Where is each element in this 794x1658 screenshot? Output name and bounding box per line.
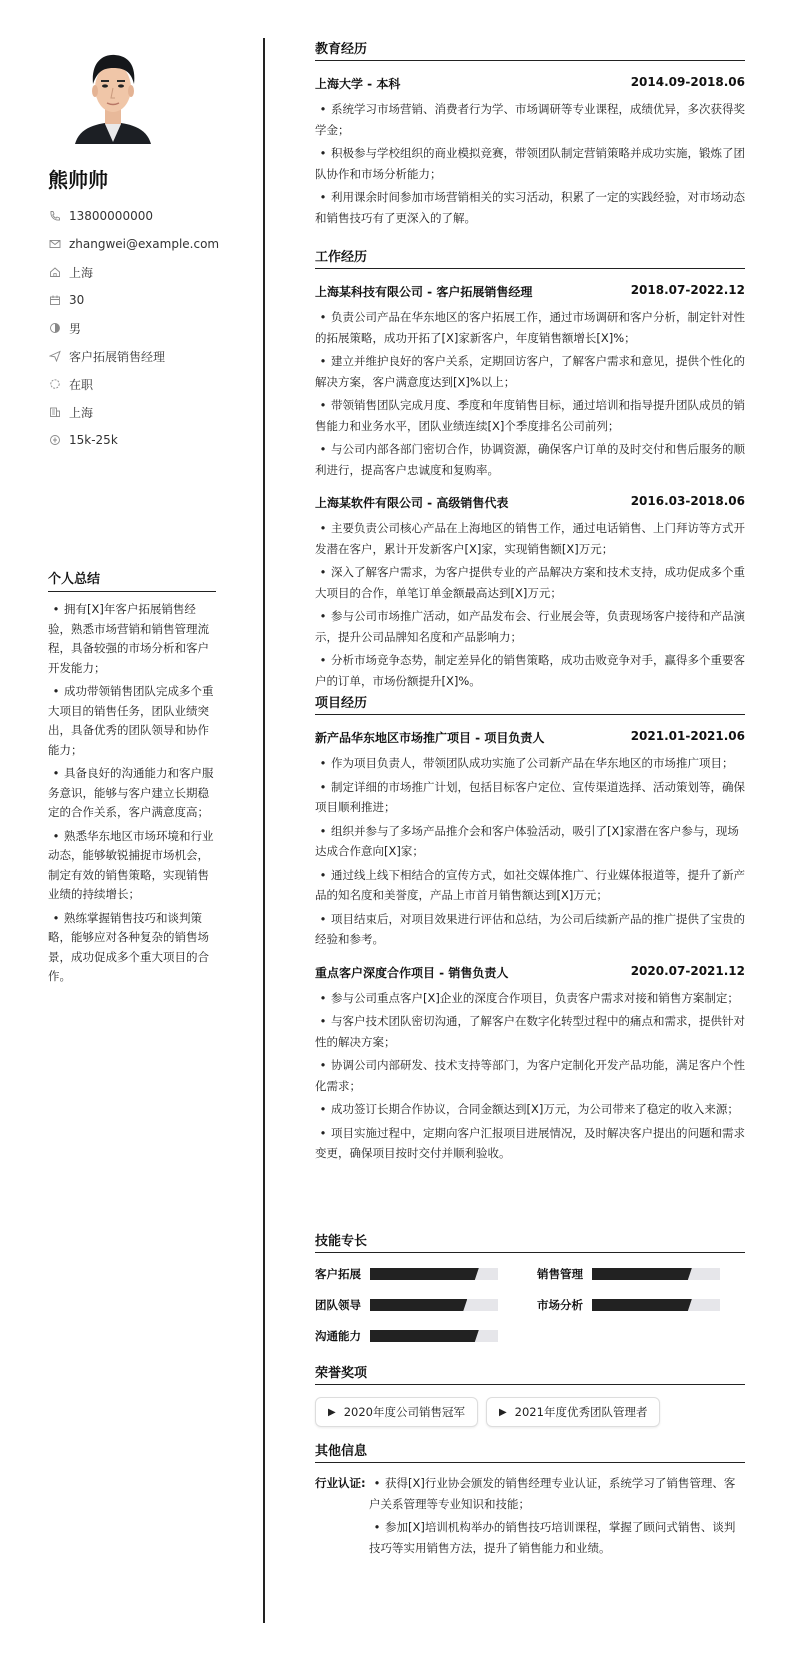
bullet-item: • 深入了解客户需求，为客户提供专业的产品解决方案和技术支持，成功促成多个重大项目的合作，单笔订单金额最高达到[X]万元； (315, 565, 745, 600)
bullet-item: • 与公司内部各部门密切合作，协调资源，确保客户订单的及时交付和售后服务的顺利进行，提高客户忠诚度和复购率。 (315, 442, 745, 477)
entry-bullets (315, 988, 745, 1164)
avatar (73, 46, 153, 144)
award-tag (486, 1397, 660, 1427)
entry-header (315, 283, 745, 303)
awards-heading: 荣誉奖项 (315, 1362, 745, 1385)
projects-section (315, 692, 745, 1167)
education-heading: 教育经历 (315, 38, 745, 61)
skill-fill (370, 1330, 479, 1342)
status-row (48, 370, 228, 398)
play-icon: ▶ (498, 1406, 507, 1418)
skill-item (537, 1267, 720, 1281)
entry-date: 2020.07-2021.12 (630, 963, 745, 978)
education-section (315, 38, 745, 231)
bullet-item: • 项目结束后，对项目效果进行评估和总结，为公司后续新产品的推广提供了宝贵的经验和参考。 (315, 911, 745, 946)
send-icon (48, 349, 62, 363)
skill-fill (370, 1299, 467, 1311)
bullet-item: • 带领销售团队完成月度、季度和年度销售目标，通过培训和指导提升团队成员的销售能力和业务水平，团队业绩连续[X]个季度排名公司前列； (315, 398, 745, 433)
entry-header (315, 729, 745, 749)
award-text: 2021年度优秀团队管理者 (514, 1405, 648, 1419)
gender-text: 男 (69, 321, 82, 336)
skill-fill (592, 1299, 692, 1311)
bullet-item: • 负责公司产品在华东地区的客户拓展工作，通过市场调研和客户分析，制定针对性的拓展策略，成功开拓了[X]家新客户，年度销售额增长[X]%； (315, 310, 745, 345)
work-heading: 工作经历 (315, 246, 745, 269)
mail-icon (48, 237, 62, 251)
building-icon (48, 405, 62, 419)
person-name: 熊帅帅 (48, 168, 108, 192)
skill-item (537, 1298, 720, 1312)
skills-heading: 技能专长 (315, 1230, 745, 1253)
bullet-item: • 与客户技术团队密切沟通，了解客户在数字化转型过程中的痛点和需求，提供针对性的解决方案； (315, 1014, 745, 1049)
entry-date: 2021.01-2021.06 (630, 729, 745, 743)
work-section (315, 246, 745, 694)
job-row (48, 342, 228, 370)
workplace-text: 上海 (69, 405, 94, 420)
bullet-item: • 建立并维护良好的客户关系，定期回访客户，了解客户需求和意见，提供个性化的解决方案，客户满意度达到[X]%以上； (315, 354, 745, 389)
other-heading: 其他信息 (315, 1440, 745, 1463)
award-tag (315, 1397, 478, 1427)
entry-bullets (315, 307, 745, 480)
other-row (315, 1473, 745, 1561)
phone-text: 13800000000 (69, 209, 153, 223)
summary-item: • 熟练掌握销售技巧和谈判策略，能够应对各种复杂的销售场景，成功促成多个重大项目的合作。 (48, 910, 209, 983)
other-section (315, 1440, 745, 1561)
skill-item (315, 1298, 498, 1312)
salary-text: 15k-25k (69, 433, 118, 447)
entry-date: 2018.07-2022.12 (630, 283, 745, 297)
project-entry (315, 964, 745, 1164)
bullet-item: • 成功签订长期合作协议，合同金额达到[X]万元，为公司带来了稳定的收入来源； (319, 1102, 739, 1116)
calendar-icon (48, 293, 62, 307)
summary-item: • 成功带领销售团队完成多个重大项目的销售任务，团队业绩突出，具备优秀的团队领导和协作能力； (48, 684, 214, 757)
play-icon: ▶ (328, 1406, 336, 1418)
bullet-item: • 组织并参与了多场产品推介会和客户体验活动，吸引了[X]家潜在客户参与，现场达成合作意向[X]家； (315, 823, 739, 858)
entry-title: 新产品华东地区市场推广项目 - 项目负责人 (315, 731, 545, 745)
skill-label: 客户拓展 (315, 1267, 361, 1281)
other-label: 行业认证: (315, 1476, 366, 1490)
skill-bar (592, 1299, 720, 1311)
bullet-item: • 通过线上线下相结合的宣传方式，如社交媒体推广、行业媒体报道等，提升了新产品的知名度和美誉度，产品上市首月销售额达到[X]万元； (315, 867, 745, 902)
bullet-item: • 项目实施过程中，定期向客户汇报项目进展情况，及时解决客户提出的问题和需求变更，确保项目按时交付并顺利验收。 (315, 1125, 745, 1160)
bullet-item: • 主要负责公司核心产品在上海地区的销售工作，通过电话销售、上门拜访等方式开发潜在客户，累计开发新客户[X]家，实现销售额[X]万元； (315, 521, 745, 556)
skill-label: 沟通能力 (315, 1329, 361, 1343)
workplace-row (48, 398, 228, 426)
email-row (48, 230, 228, 258)
status-text: 在职 (69, 377, 94, 392)
entry-title: 重点客户深度合作项目 - 销售负责人 (315, 965, 509, 980)
summary-item: • 拥有[X]年客户拓展销售经验，熟悉市场营销和销售管理流程，具备较强的市场分析和客户开发能力； (48, 602, 209, 675)
skill-fill (592, 1268, 692, 1280)
home-icon (48, 265, 62, 279)
skills-section (315, 1230, 745, 1353)
entry-date: 2016.03-2018.06 (630, 494, 745, 508)
gender-row (48, 314, 228, 342)
bullet-item: • 制定详细的市场推广计划，包括目标客户定位、宣传渠道选择、活动策划等，确保项目顺利推进； (315, 779, 745, 814)
skill-label: 市场分析 (537, 1298, 583, 1312)
award-text: 2020年度公司销售冠军 (343, 1405, 465, 1419)
entry-header (315, 75, 745, 95)
bullet-item: • 协调公司内部研发、技术支持等部门，为客户定制化开发产品功能，满足客户个性化需求； (315, 1058, 745, 1093)
status-icon (48, 377, 62, 391)
project-entry (315, 729, 745, 950)
age-row (48, 286, 228, 314)
skill-bar (370, 1268, 498, 1280)
city-row (48, 258, 228, 286)
bullet-item: • 参加[X]培训机构举办的销售技巧培训课程，掌握了顾问式销售、谈判技巧等实用销售方法，提升了销售能力和业绩。 (369, 1520, 736, 1555)
work-entry (315, 494, 745, 691)
bullet-item: • 分析市场竞争态势，制定差异化的销售策略，成功击败竞争对手，赢得多个重要客户的订单，市场份额提升[X]%。 (315, 653, 745, 688)
gender-icon (48, 321, 62, 335)
entry-bullets (315, 99, 745, 228)
entry-title: 上海某软件有限公司 - 高级销售代表 (315, 496, 509, 510)
skills-grid (315, 1263, 745, 1353)
email-text: zhangwei@example.com (69, 237, 220, 251)
bullet-item: • 利用课余时间参加市场营销相关的实习活动，积累了一定的实践经验，对市场动态和销售技巧有了更深入的了解。 (315, 190, 745, 225)
age-text: 30 (69, 293, 85, 307)
skill-fill (370, 1268, 479, 1280)
skill-bar (370, 1299, 498, 1311)
bullet-item: • 系统学习市场营销、消费者行为学、市场调研等专业课程，成绩优异，多次获得奖学金； (315, 102, 745, 137)
skill-label: 团队领导 (315, 1298, 361, 1312)
entry-bullets (315, 518, 745, 691)
salary-row (48, 426, 228, 454)
entry-date: 2014.09-2018.06 (630, 75, 745, 89)
awards-list (315, 1397, 745, 1427)
education-entry (315, 75, 745, 228)
bullet-item: • 参与公司重点客户[X]企业的深度合作项目，负责客户需求对接和销售方案制定； (319, 990, 739, 1005)
bullet-item: • 积极参与学校组织的商业模拟竞赛，带领团队制定营销策略并成功实施，锻炼了团队协作和市场分析能力； (315, 146, 745, 181)
city-text: 上海 (69, 265, 94, 280)
bullet-item: • 作为项目负责人，带领团队成功实施了公司新产品在华东地区的市场推广项目； (319, 756, 734, 770)
skill-item (315, 1267, 498, 1281)
summary-heading: 个人总结 (48, 568, 216, 592)
skill-bar (370, 1330, 498, 1342)
entry-bullets (315, 753, 745, 950)
awards-section (315, 1362, 745, 1427)
job-text: 客户拓展销售经理 (69, 349, 166, 364)
column-divider (263, 38, 265, 1623)
entry-header (315, 964, 745, 984)
entry-title: 上海大学 - 本科 (315, 77, 401, 91)
entry-header (315, 494, 745, 514)
summary-item: • 具备良好的沟通能力和客户服务意识，能够与客户建立长期稳定的合作关系，客户满意度高； (48, 766, 214, 819)
other-bullets (369, 1473, 745, 1561)
contact-info-list (48, 202, 228, 454)
skill-bar (592, 1268, 720, 1280)
skill-label: 销售管理 (537, 1267, 583, 1281)
projects-heading: 项目经历 (315, 692, 745, 715)
phone-icon (48, 209, 62, 223)
entry-title: 上海某科技有限公司 - 客户拓展销售经理 (315, 285, 533, 299)
bullet-item: • 获得[X]行业协会颁发的销售经理专业认证，系统学习了销售管理、客户关系管理等专业知识和技能； (369, 1476, 736, 1511)
skill-item (315, 1329, 498, 1343)
salary-icon (48, 433, 62, 447)
summary-item: • 熟悉华东地区市场环境和行业动态，能够敏锐捕捉市场机会，制定有效的销售策略，实现销售业绩的持续增长； (48, 828, 214, 901)
bullet-item: • 参与公司市场推广活动，如产品发布会、行业展会等，负责现场客户接待和产品演示，提升公司品牌知名度和产品影响力； (315, 609, 745, 644)
phone-row (48, 202, 228, 230)
work-entry (315, 283, 745, 480)
summary-list (48, 600, 216, 991)
